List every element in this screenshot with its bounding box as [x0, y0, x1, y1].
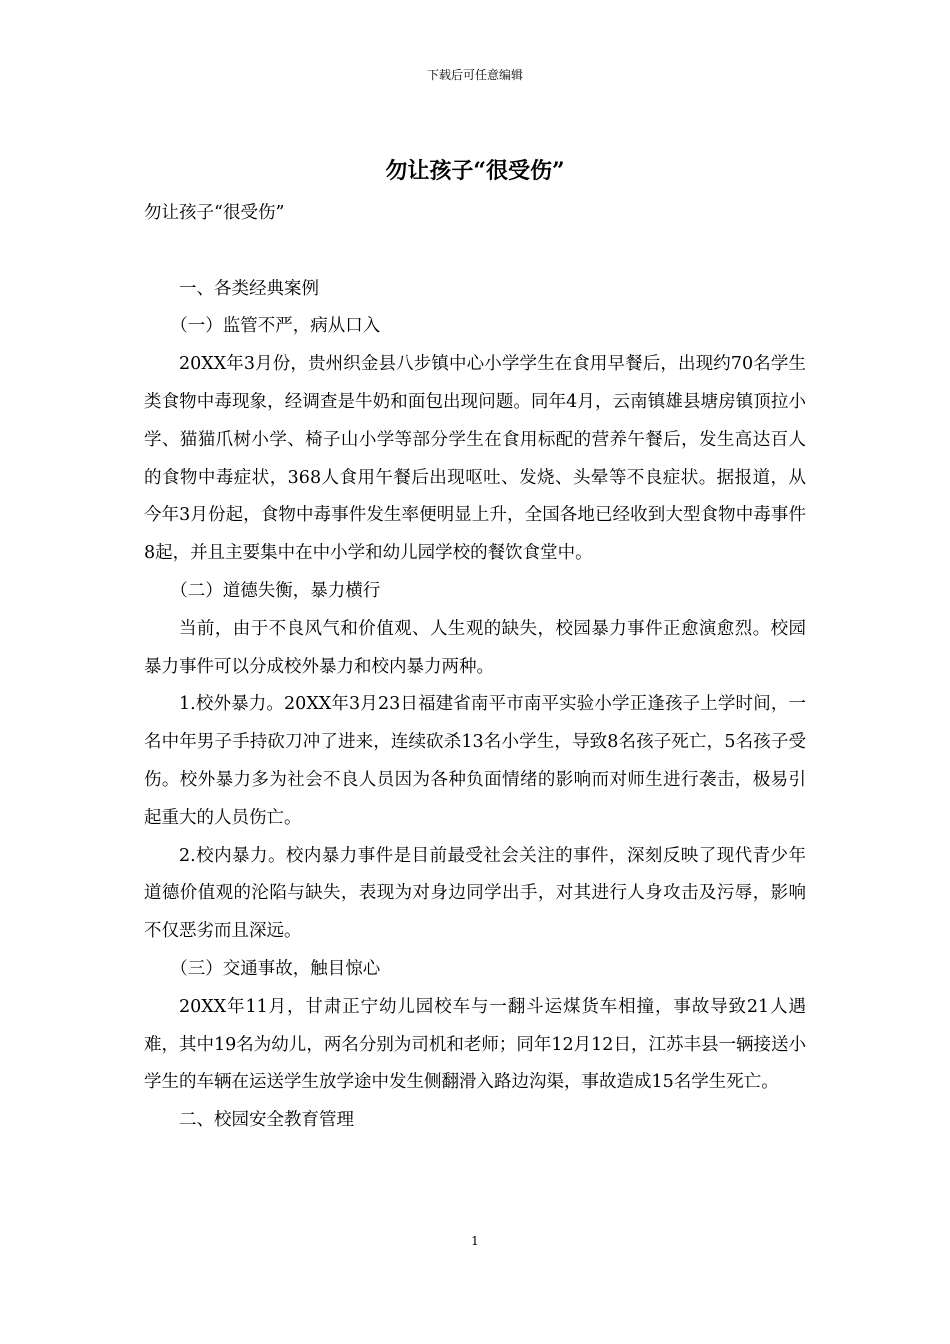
section-heading-2: 二、校园安全教育管理 — [179, 1110, 354, 1131]
paragraph-school-violence: 当前，由于不良风气和价值观、人生观的缺失，校园暴力事件正愈演愈烈。校园暴力事件可以分成校外暴力和校内暴力两种。 — [144, 618, 806, 677]
subsection-heading-1: （一）监管不严，病从口入 — [170, 316, 381, 337]
subsection-heading-2: （二）道德失衡，暴力横行 — [170, 580, 381, 601]
paragraph-external-violence: 1.校外暴力。20XX年3月23日福建省南平市南平实验小学正逢孩子上学时间，一名中年男子手持砍刀冲了进来，连续砍杀13名小学生，导致8名孩子死亡，5名孩子受伤。校外暴力多为社会不良人员因为各种负面情绪的影响而对师生进行袭击，极易引起重大的人员伤亡。 — [144, 694, 806, 828]
page-header-note: 下载后可任意编辑 — [426, 68, 523, 82]
paragraph-food-poisoning: 20XX年3月份，贵州织金县八步镇中心小学学生在食用早餐后，出现约70名学生类食物中毒现象，经调查是牛奶和面包出现问题。同年4月，云南镇雄县塘房镇顶拉小学、猫猫爪树小学、椅子山小学等部分学生在食用标配的营养午餐后，发生高达百人的食物中毒症状，368人食用午餐后出现呕吐、发烧、头晕等不良症状。据报道，从今年3月份起，食物中毒事件发生率便明显上升，全国各地已经收到大型食物中毒事件8起，并且主要集中在中小学和幼儿园学校的餐饮食堂中。 — [144, 354, 806, 564]
paragraph-traffic-accidents: 20XX年11月，甘肃正宁幼儿园校车与一翻斗运煤货车相撞，事故导致21人遇难，其中19名为幼儿，两名分别为司机和老师；同年12月12日，江苏丰县一辆接送小学生的车辆在运送学生放学途中发生侧翻滑入路边沟渠，事故造成15名学生死亡。 — [144, 996, 806, 1093]
document-subtitle: 勿让孩子“很受伤” — [144, 203, 285, 223]
blank-line — [144, 233, 806, 271]
page-number: 1 — [471, 1234, 479, 1248]
paragraph-internal-violence: 2.校内暴力。校内暴力事件是目前最受社会关注的事件，深刻反映了现代青少年道德价值观的沦陷与缺失，表现为对身边同学出手，对其进行人身攻击及污辱，影响不仅恶劣而且深远。 — [144, 845, 806, 942]
document-title: 勿让孩子“很受伤” — [385, 158, 565, 184]
subsection-heading-3: （三）交通事故，触目惊心 — [170, 958, 381, 979]
section-heading-1: 一、各类经典案例 — [179, 278, 319, 299]
document-body — [144, 195, 806, 1140]
